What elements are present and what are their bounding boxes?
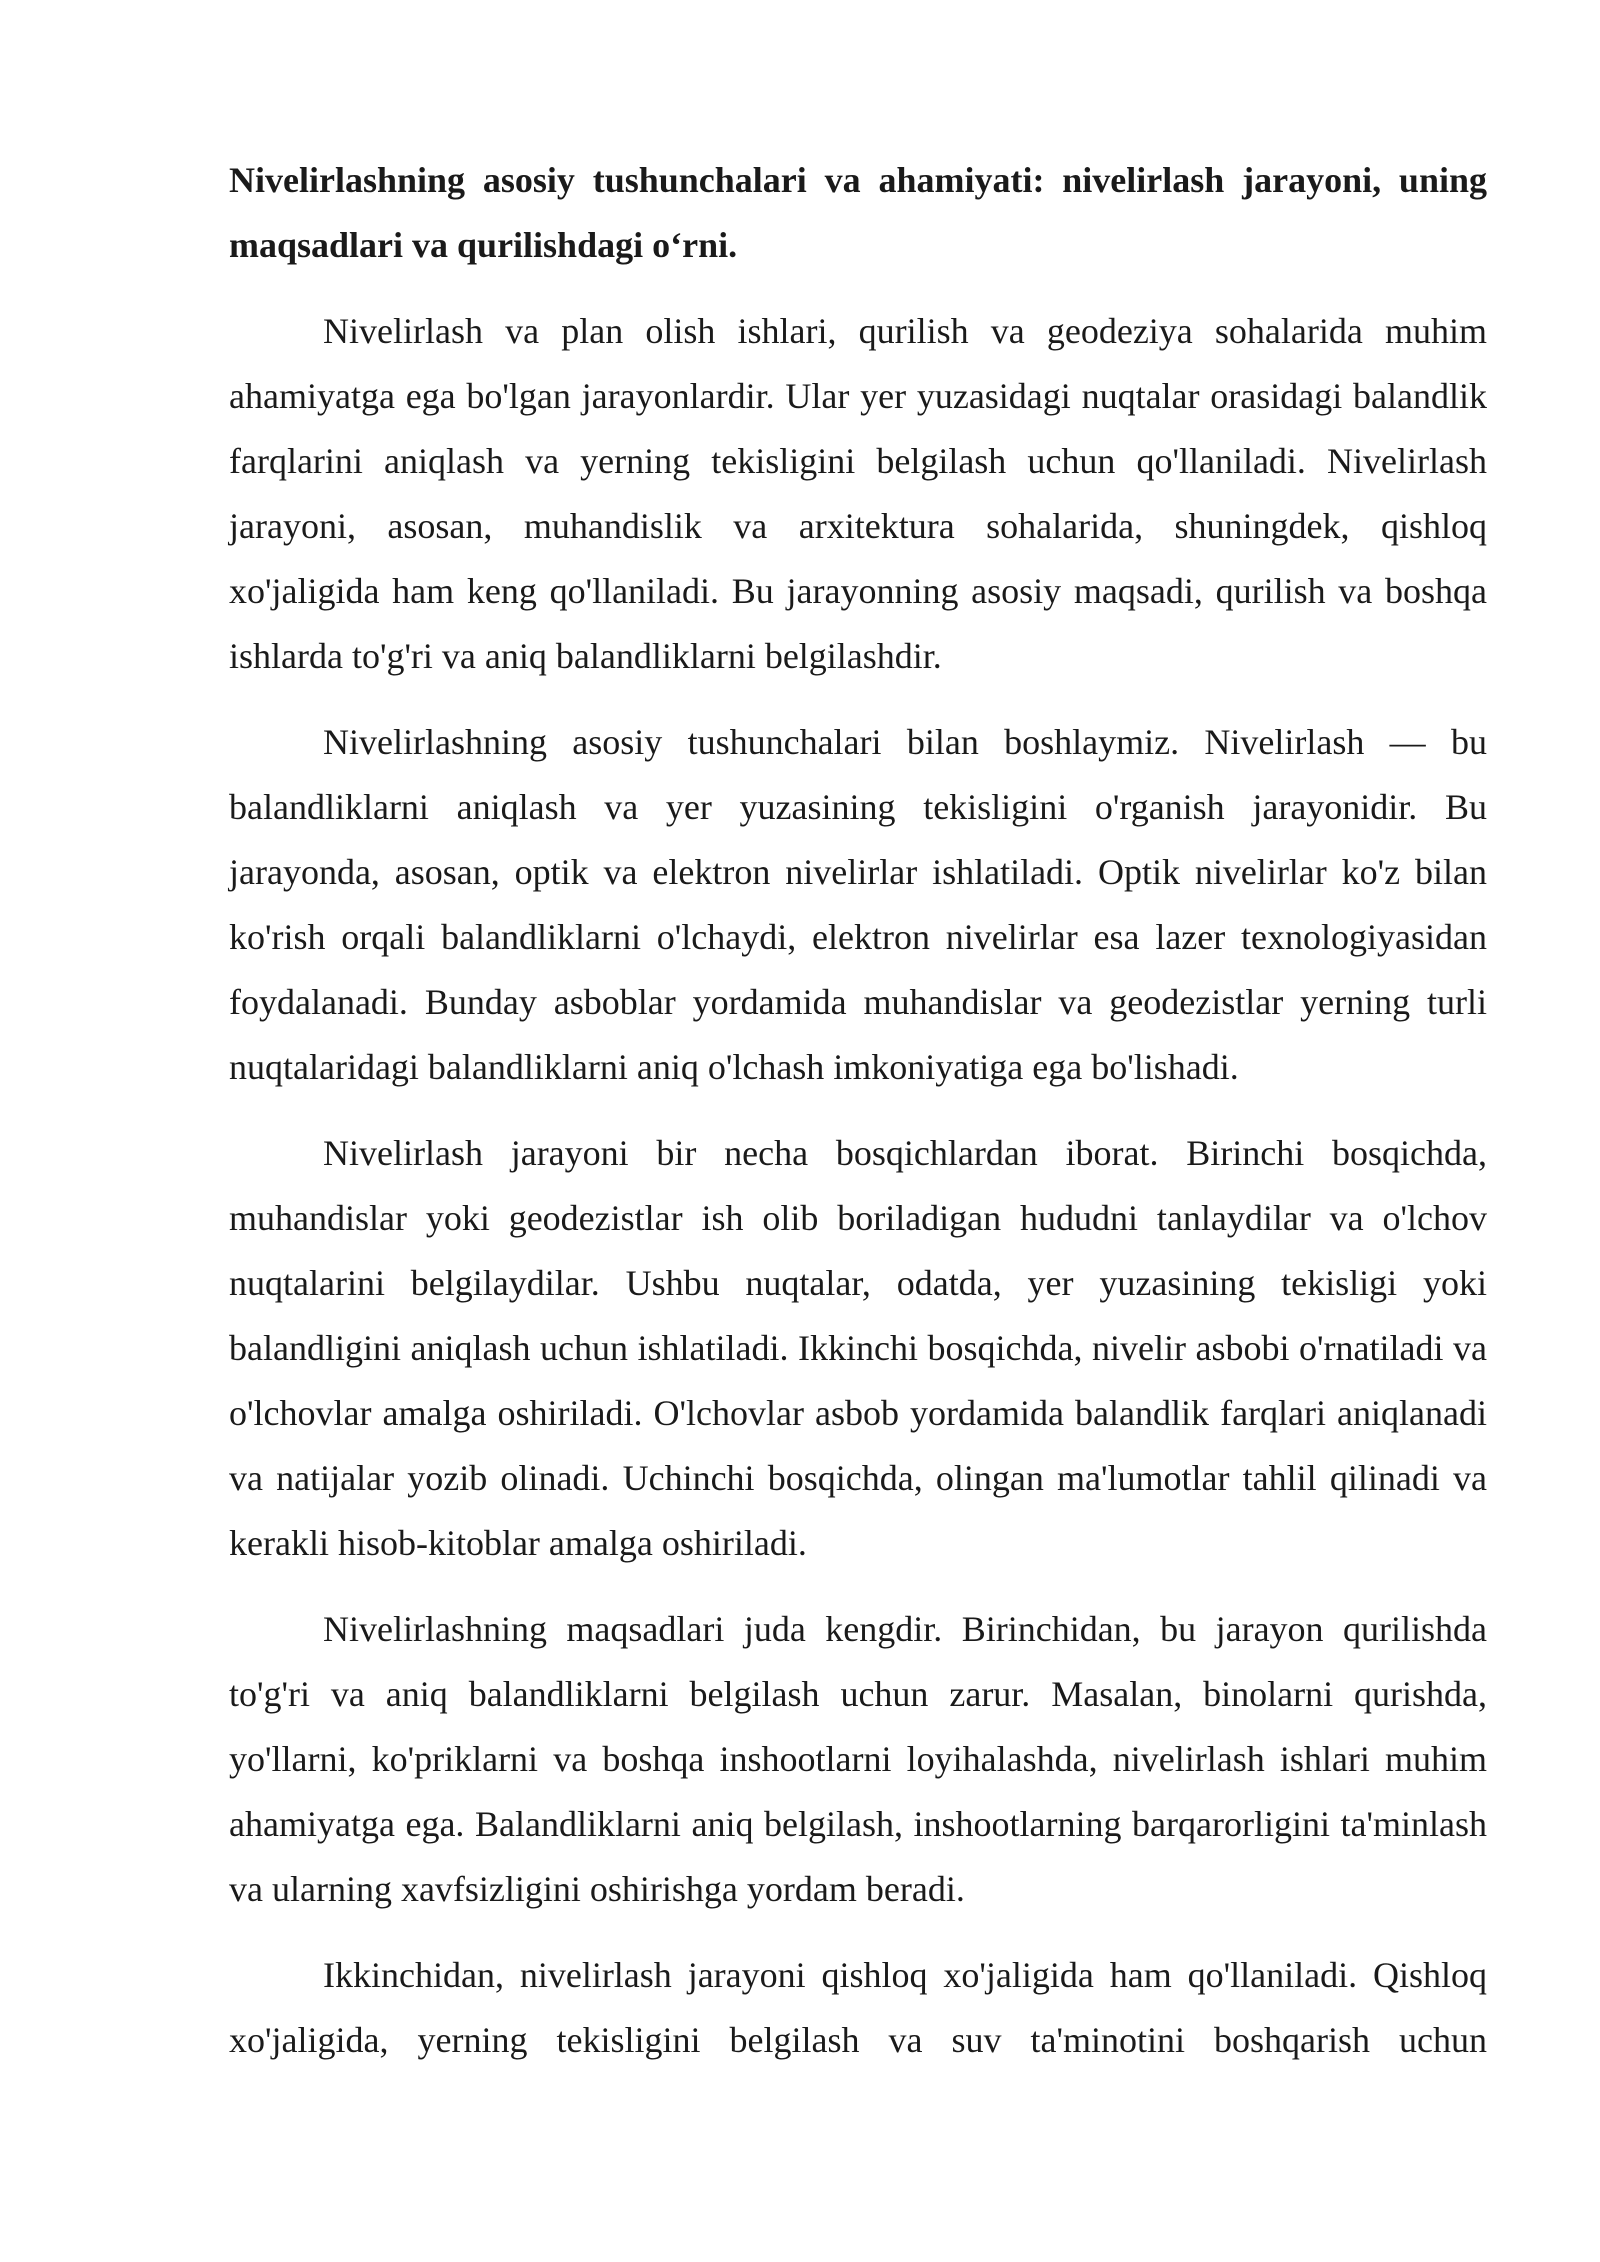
paragraph-5: Ikkinchidan, nivelirlash jarayoni qishloq xo'jaligida ham qo'llaniladi. Qishloq xo'jaligida, yerning tekisligini belgilash va suv ta'minotini boshqarish uchun [229,1955,1487,2060]
document-title: Nivelirlashning asosiy tushunchalari va ahamiyati: nivelirlash jarayoni, uning maqsadlari va qurilishdagi o‘rni. [229,160,1487,265]
paragraph-3: Nivelirlash jarayoni bir necha bosqichlardan iborat. Birinchi bosqichda, muhandislar yoki geodezistlar ish olib boriladigan hududni tanlaydilar va o'lchov nuqtalarini belgilaydilar. Ushbu nuqtalar, odatda, yer yuzasining tekisligi yoki balandligini aniqlash uchun ishlatiladi. Ikkinchi bosqichda, nivelir asbobi o'rnatiladi va o'lchovlar amalga oshiriladi. O'lchovlar asbob yordamida balandlik farqlari aniqlanadi va natijalar yozib olinadi. Uchinchi bosqichda, olingan ma'lumotlar tahlil qilinadi va kerakli hisob-kitoblar amalga oshiriladi. [229,1133,1487,1563]
paragraph-1: Nivelirlash va plan olish ishlari, qurilish va geodeziya sohalarida muhim ahamiyatga ega bo'lgan jarayonlardir. Ular yer yuzasidagi nuqtalar orasidagi balandlik farqlarini aniqlash va yerning tekisligini belgilash uchun qo'llaniladi. Nivelirlash jarayoni, asosan, muhandislik va arxitektura sohalarida, shuningdek, qishloq xo'jaligida ham keng qo'llaniladi. Bu jarayonning asosiy maqsadi, qurilish va boshqa ishlarda to'g'ri va aniq balandliklarni belgilashdir. [229,311,1487,676]
document-body [229,148,1487,2073]
paragraph-2: Nivelirlashning asosiy tushunchalari bilan boshlaymiz. Nivelirlash — bu balandliklarni aniqlash va yer yuzasining tekisligini o'rganish jarayonidir. Bu jarayonda, asosan, optik va elektron nivelirlar ishlatiladi. Optik nivelirlar ko'z bilan ko'rish orqali balandliklarni o'lchaydi, elektron nivelirlar esa lazer texnologiyasidan foydalanadi. Bunday asboblar yordamida muhandislar va geodezistlar yerning turli nuqtalaridagi balandliklarni aniq o'lchash imkoniyatiga ega bo'lishadi. [229,722,1487,1087]
paragraph-4: Nivelirlashning maqsadlari juda kengdir. Birinchidan, bu jarayon qurilishda to'g'ri va aniq balandliklarni belgilash uchun zarur. Masalan, binolarni qurishda, yo'llarni, ko'priklarni va boshqa inshootlarni loyihalashda, nivelirlash ishlari muhim ahamiyatga ega. Balandliklarni aniq belgilash, inshootlarning barqarorligini ta'minlash va ularning xavfsizligini oshirishga yordam beradi. [229,1609,1487,1909]
